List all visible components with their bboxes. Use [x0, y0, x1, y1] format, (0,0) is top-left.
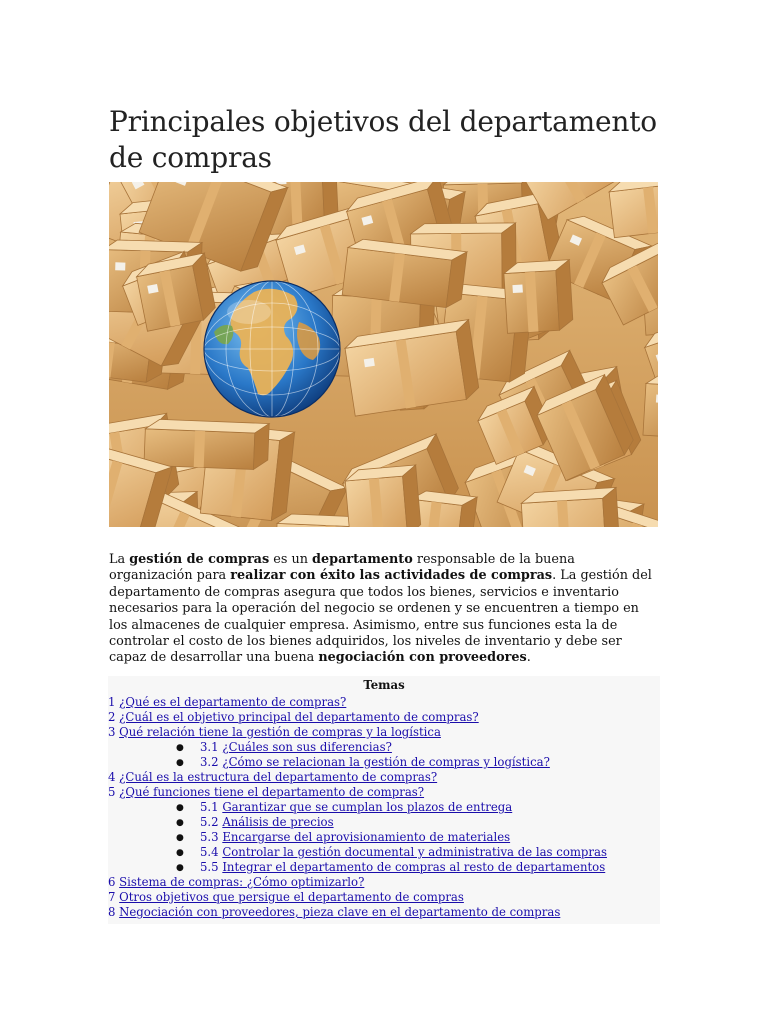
toc-link[interactable]: ¿Cuál es la estructura del departamento de compras? — [119, 770, 438, 784]
toc-link[interactable]: ¿Qué funciones tiene el departamento de compras? — [119, 785, 425, 799]
intro-bold-negociacion: negociación con proveedores — [318, 650, 527, 666]
bullet-icon: ● — [176, 743, 184, 753]
globe-icon — [204, 281, 340, 417]
toc-link[interactable]: Análisis de precios — [222, 815, 334, 829]
toc-title: Temas — [363, 678, 405, 692]
toc-link[interactable]: Integrar el departamento de compras al resto de departamentos — [222, 860, 606, 874]
intro-text: es un — [273, 552, 308, 567]
toc-subitem — [108, 755, 660, 770]
toc-link[interactable]: ¿Cuáles son sus diferencias? — [222, 740, 392, 754]
intro-paragraph — [109, 552, 661, 667]
toc-item-number: 5.1 — [200, 800, 219, 814]
toc-item-number: 5.5 — [200, 860, 219, 874]
toc-link[interactable]: ¿Cómo se relacionan la gestión de compras y logística? — [222, 755, 550, 769]
toc-link[interactable]: ¿Qué es el departamento de compras? — [119, 695, 347, 709]
page-title: Principales objetivos del departamento de compras — [109, 105, 657, 174]
bullet-icon: ● — [176, 818, 184, 828]
toc-item-number: 5.2 — [200, 815, 219, 829]
toc-item — [108, 695, 660, 710]
toc-list — [108, 695, 660, 920]
toc-link[interactable]: Controlar la gestión documental y administrativa de las compras — [222, 845, 607, 859]
cardboard-box — [144, 419, 269, 470]
toc-subitem — [108, 860, 660, 875]
toc-item — [108, 710, 660, 725]
toc-item-number: 8 — [108, 905, 116, 919]
intro-text: responsable de la buena organización para — [109, 552, 575, 584]
toc-item-number: 5.3 — [200, 830, 219, 844]
cardboard-box — [643, 374, 658, 441]
globe-boxes-illustration — [109, 182, 658, 527]
toc-item-number: 4 — [108, 770, 116, 784]
intro-bold-gestion: gestión de compras — [129, 552, 270, 567]
toc-item-number: 5 — [108, 785, 116, 799]
toc-item — [108, 905, 660, 920]
toc-item-number: 6 — [108, 875, 116, 889]
toc-subitem — [108, 800, 660, 815]
bullet-icon: ● — [176, 863, 184, 873]
toc-link[interactable]: Garantizar que se cumplan los plazos de entrega — [222, 800, 513, 814]
bullet-icon: ● — [176, 848, 184, 858]
toc-item-number: 1 — [108, 695, 116, 709]
intro-text: La — [109, 552, 126, 567]
toc-link[interactable]: Qué relación tiene la gestión de compras y la logística — [119, 725, 441, 739]
cardboard-box — [521, 487, 622, 527]
intro-text: . — [526, 650, 531, 666]
toc-item-number: 5.4 — [200, 845, 219, 859]
intro-bold-actividades: realizar con éxito las actividades de compras — [230, 568, 553, 584]
intro-bold-departamento: departamento — [312, 552, 413, 567]
toc-link[interactable]: Otros objetivos que persigue el departamento de compras — [119, 890, 464, 904]
hero-image — [109, 182, 658, 527]
bullet-icon: ● — [176, 758, 184, 768]
toc-item — [108, 875, 660, 890]
toc-item-number: 3 — [108, 725, 116, 739]
toc-item-number: 3.2 — [200, 755, 219, 769]
toc-item — [108, 785, 660, 800]
toc-item — [108, 725, 660, 740]
cardboard-box — [608, 182, 658, 238]
toc-item-number: 2 — [108, 710, 116, 724]
toc-subitem — [108, 845, 660, 860]
toc-subitem — [108, 740, 660, 755]
bullet-icon: ● — [176, 833, 184, 843]
table-of-contents — [108, 676, 660, 924]
toc-link[interactable]: Negociación con proveedores, pieza clave en el departamento de compras — [119, 905, 561, 919]
bullet-icon: ● — [176, 803, 184, 813]
intro-text: . La gestión del departamento de compras asegura que todos los bienes, servicios e inventario necesarios para la operación del negocio se ordenen y se encuentren a tiempo en los almacenes de cualquier empresa. Asimismo, entre sus funciones esta la de controlar el costo de los bienes adquiridos, los niveles de inventario y debe ser capaz de desarrollar una buena — [109, 568, 652, 666]
toc-item-number: 7 — [108, 890, 116, 904]
toc-link[interactable]: ¿Cuál es el objetivo principal del departamento de compras? — [119, 710, 479, 724]
toc-link[interactable]: Encargarse del aprovisionamiento de materiales — [222, 830, 511, 844]
toc-subitem — [108, 815, 660, 830]
toc-subitem — [108, 830, 660, 845]
cardboard-box — [503, 260, 573, 334]
toc-item — [108, 890, 660, 905]
toc-link[interactable]: Sistema de compras: ¿Cómo optimizarlo? — [119, 875, 365, 889]
toc-item — [108, 770, 660, 785]
toc-item-number: 3.1 — [200, 740, 219, 754]
cardboard-box — [344, 465, 421, 527]
